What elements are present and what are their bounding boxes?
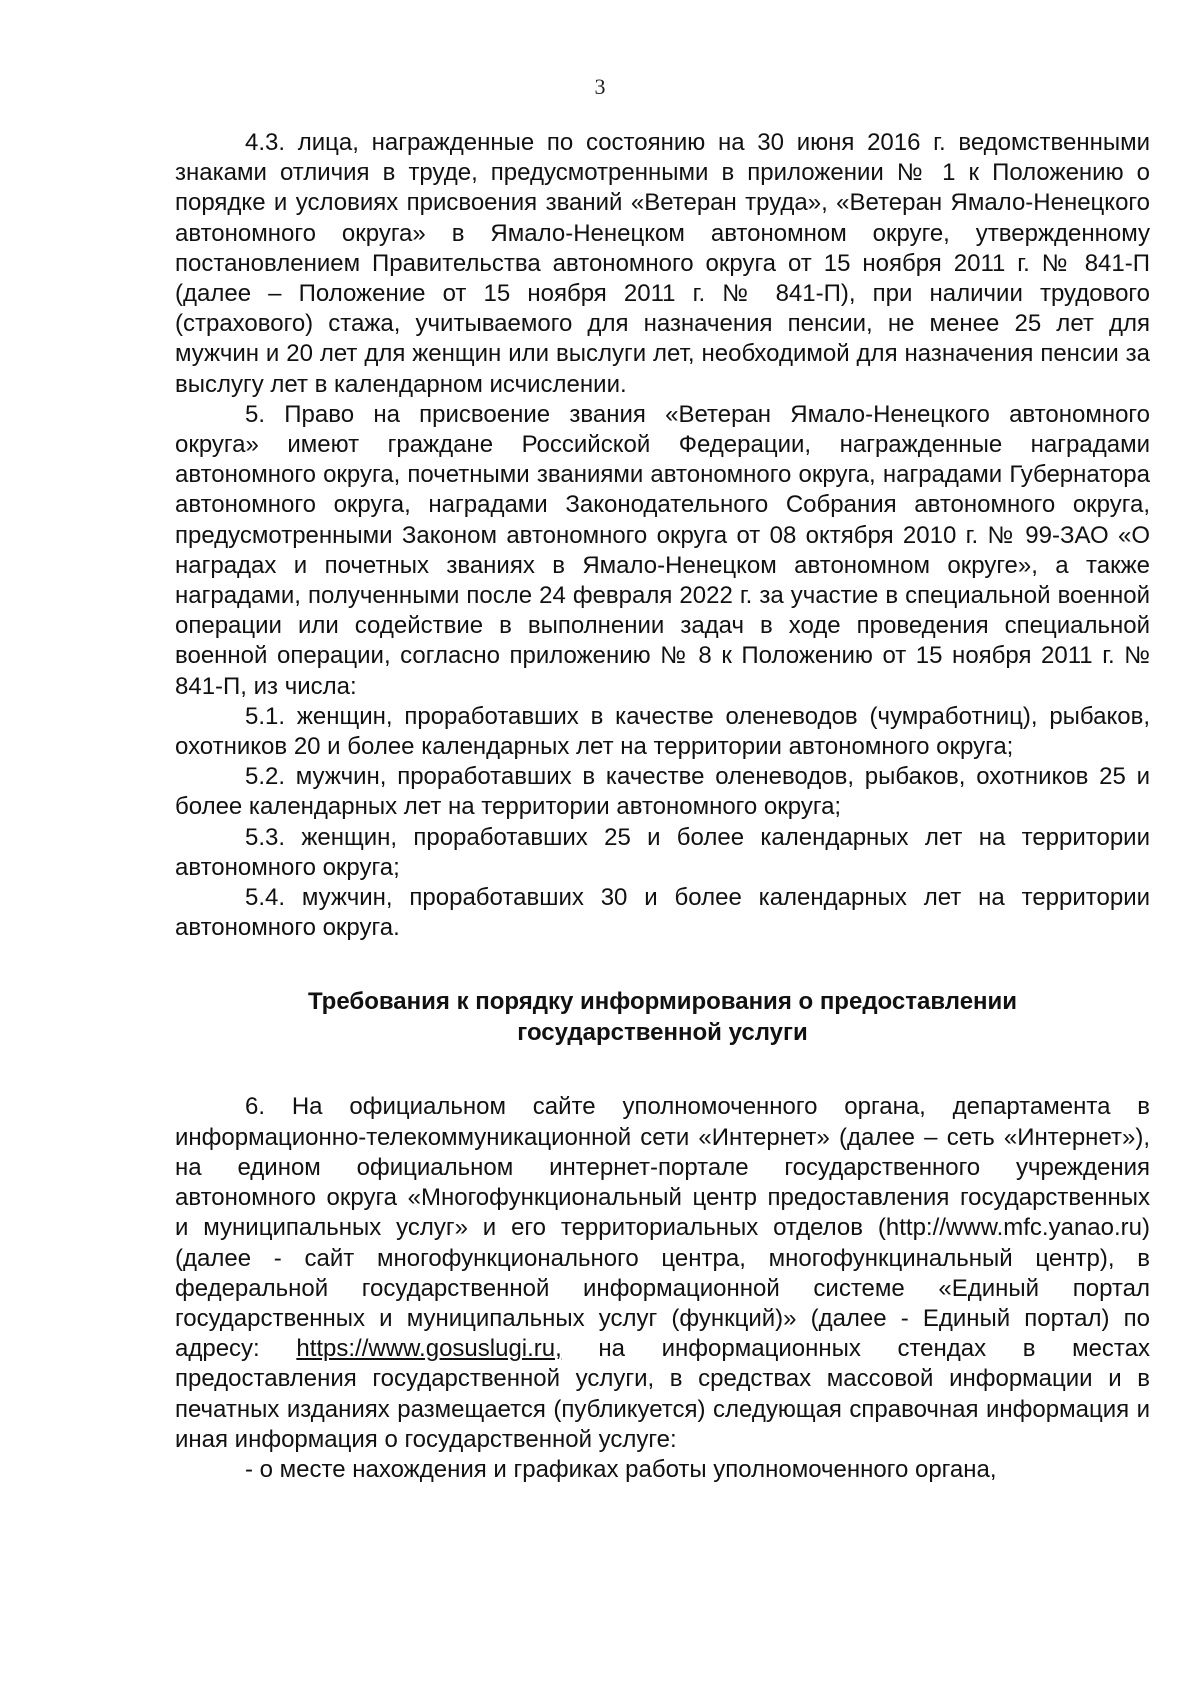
paragraph-5-2: 5.2. мужчин, проработавших в качестве оленеводов, рыбаков, охотников 25 и более календарных лет на территории автономного округа;: [175, 763, 1150, 821]
paragraph-5: 5. Право на присвоение звания «Ветеран Ямало-Ненецкого автономного округа» имеют граждане Российской Федерации, награжденные наградами автономного округа, почетными званиями автономного округа, наградами Губернатора автономного округа, наградами Законодательного Собрания автономного округа, предусмотренными Законом автономного округа от 08 октября 2010 г. № 99-ЗАО «О наградах и почетных званиях в Ямало-Ненецком автономном округе», а также наградами, полученными после 24 февраля 2022 г. за участие в специальной военной операции или содействие в выполнении задач в ходе проведения специальной военной операции, согласно приложению № 8 к Положению от 15 ноября 2011 г. № 841-П, из числа:: [175, 400, 1150, 700]
paragraph-6-dash-item: - о месте нахождения и графиках работы уполномоченного органа,: [245, 1455, 997, 1483]
section-heading: [175, 986, 1150, 1048]
paragraph-5-1: 5.1. женщин, проработавших в качестве оленеводов (чумработниц), рыбаков, охотников 20 и более календарных лет на территории автономного округа;: [175, 702, 1150, 761]
paragraph-6-text-end: на информационных стендах в местах предоставления государственной услуги, в средствах массовой информации и в печатных изданиях размещается (публикуется) следующая справочная информация и иная информация о государственной услуге:: [175, 1335, 1151, 1453]
paragraph-5-4: 5.4. мужчин, проработавших 30 и более календарных лет на территории автономного округа.: [175, 884, 1150, 942]
section-heading-line-2: государственной услуги: [517, 1019, 808, 1047]
gosuslugi-link[interactable]: https://www.gosuslugi.ru,: [296, 1335, 562, 1363]
paragraph-6: [175, 1092, 1150, 1454]
page-number: 3: [594, 74, 606, 99]
section-heading-line-1: Требования к порядку информирования о предоставлении: [307, 988, 1018, 1016]
paragraph-4-3: 4.3. лица, награжденные по состоянию на 30 июня 2016 г. ведомственными знаками отличия в труде, предусмотренными в приложении № 1 к Положению о порядке и условиях присвоения званий «Ветеран труда», «Ветеран Ямало-Ненецкого автономного округа» в Ямало-Ненецком автономном округе, утвержденному постановлением Правительства автономного округа от 15 ноября 2011 г. № 841-П (далее – Положение от 15 ноября 2011 г. № 841-П), при наличии трудового (страхового) стажа, учитываемого для назначения пенсии, не менее 25 лет для мужчин и 20 лет для женщин или выслуги лет, необходимой для назначения пенсии за выслугу лет в календарном исчислении.: [175, 129, 1150, 398]
document-body: [175, 128, 1150, 1485]
paragraph-5-3: 5.3. женщин, проработавших 25 и более календарных лет на территории автономного округа;: [175, 823, 1150, 881]
paragraph-6-text-start: 6. На официальном сайте уполномоченного органа, департамента в информационно-телекоммуникационной сети «Интернет» (далее – сеть «Интернет»), на едином официальном интернет-портале государственного учреждения автономного округа «Многофункциональный центр предоставления государственных и муниципальных услуг» и его территориальных отделов (http://www.mfc.yanao.ru) (далее - сайт многофункционального центра, многофункцинальный центр), в федеральной государственной информационной системе «Единый портал государственных и муниципальных услуг (функций)» (далее - Единый портал) по адресу:: [175, 1093, 1150, 1363]
